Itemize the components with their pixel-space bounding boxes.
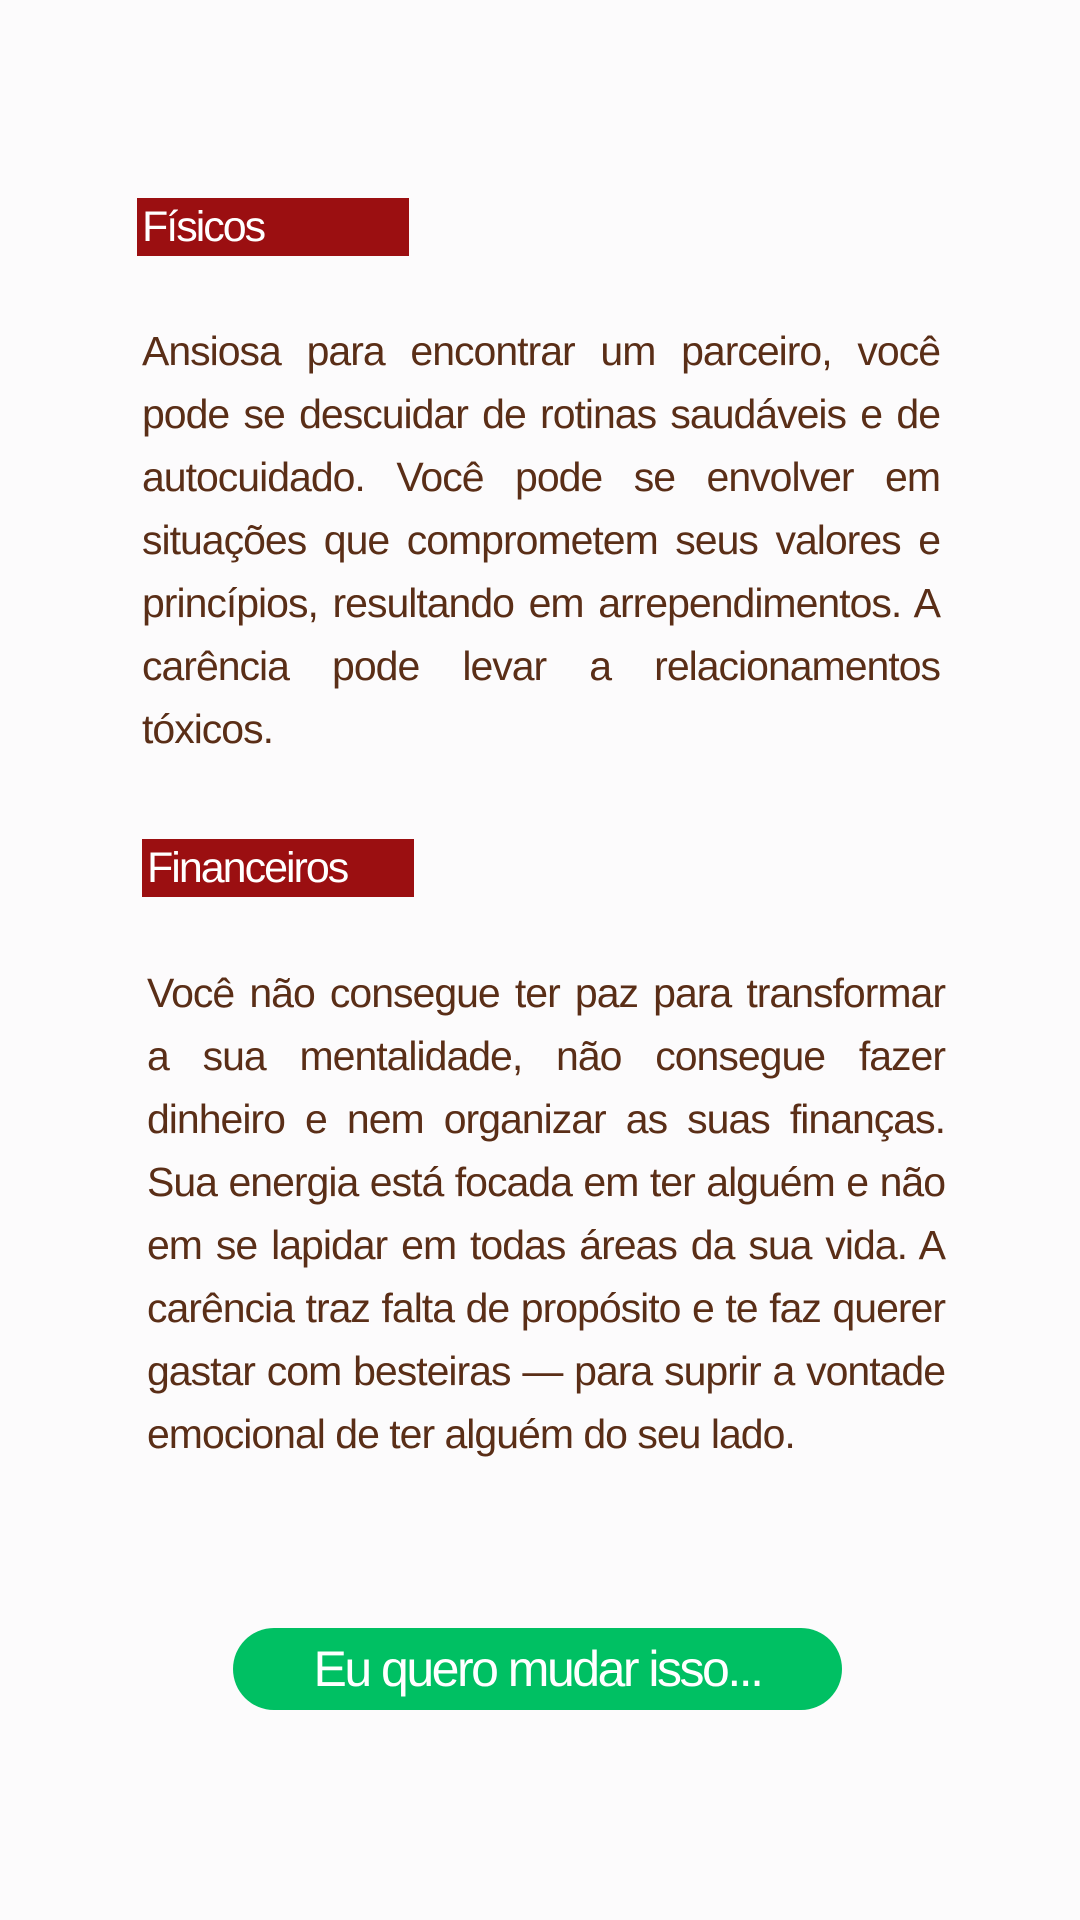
- section-label-financeiros: Financeiros: [142, 839, 414, 897]
- section-text-financeiros: Você não consegue ter paz para transformar a sua mentalidade, não consegue fazer dinheiro e nem organizar as suas finanças. Sua energia está focada em ter alguém e não em se lapidar em todas áreas da sua vida. A carência traz falta de propósito e te faz querer gastar com besteiras — para suprir a vontade emocional de ter alguém do seu lado.: [147, 970, 945, 1457]
- section-text-fisicos: Ansiosa para encontrar um parceiro, você pode se descuidar de rotinas saudáveis e de autocuidado. Você pode se envolver em situações que comprometem seus valores e princípios, resultando em arrependimentos. A carência pode levar a relacionamentos tóxicos.: [142, 328, 940, 752]
- section-label-fisicos: Físicos: [137, 198, 409, 256]
- cta-button[interactable]: Eu quero mudar isso...: [233, 1628, 842, 1710]
